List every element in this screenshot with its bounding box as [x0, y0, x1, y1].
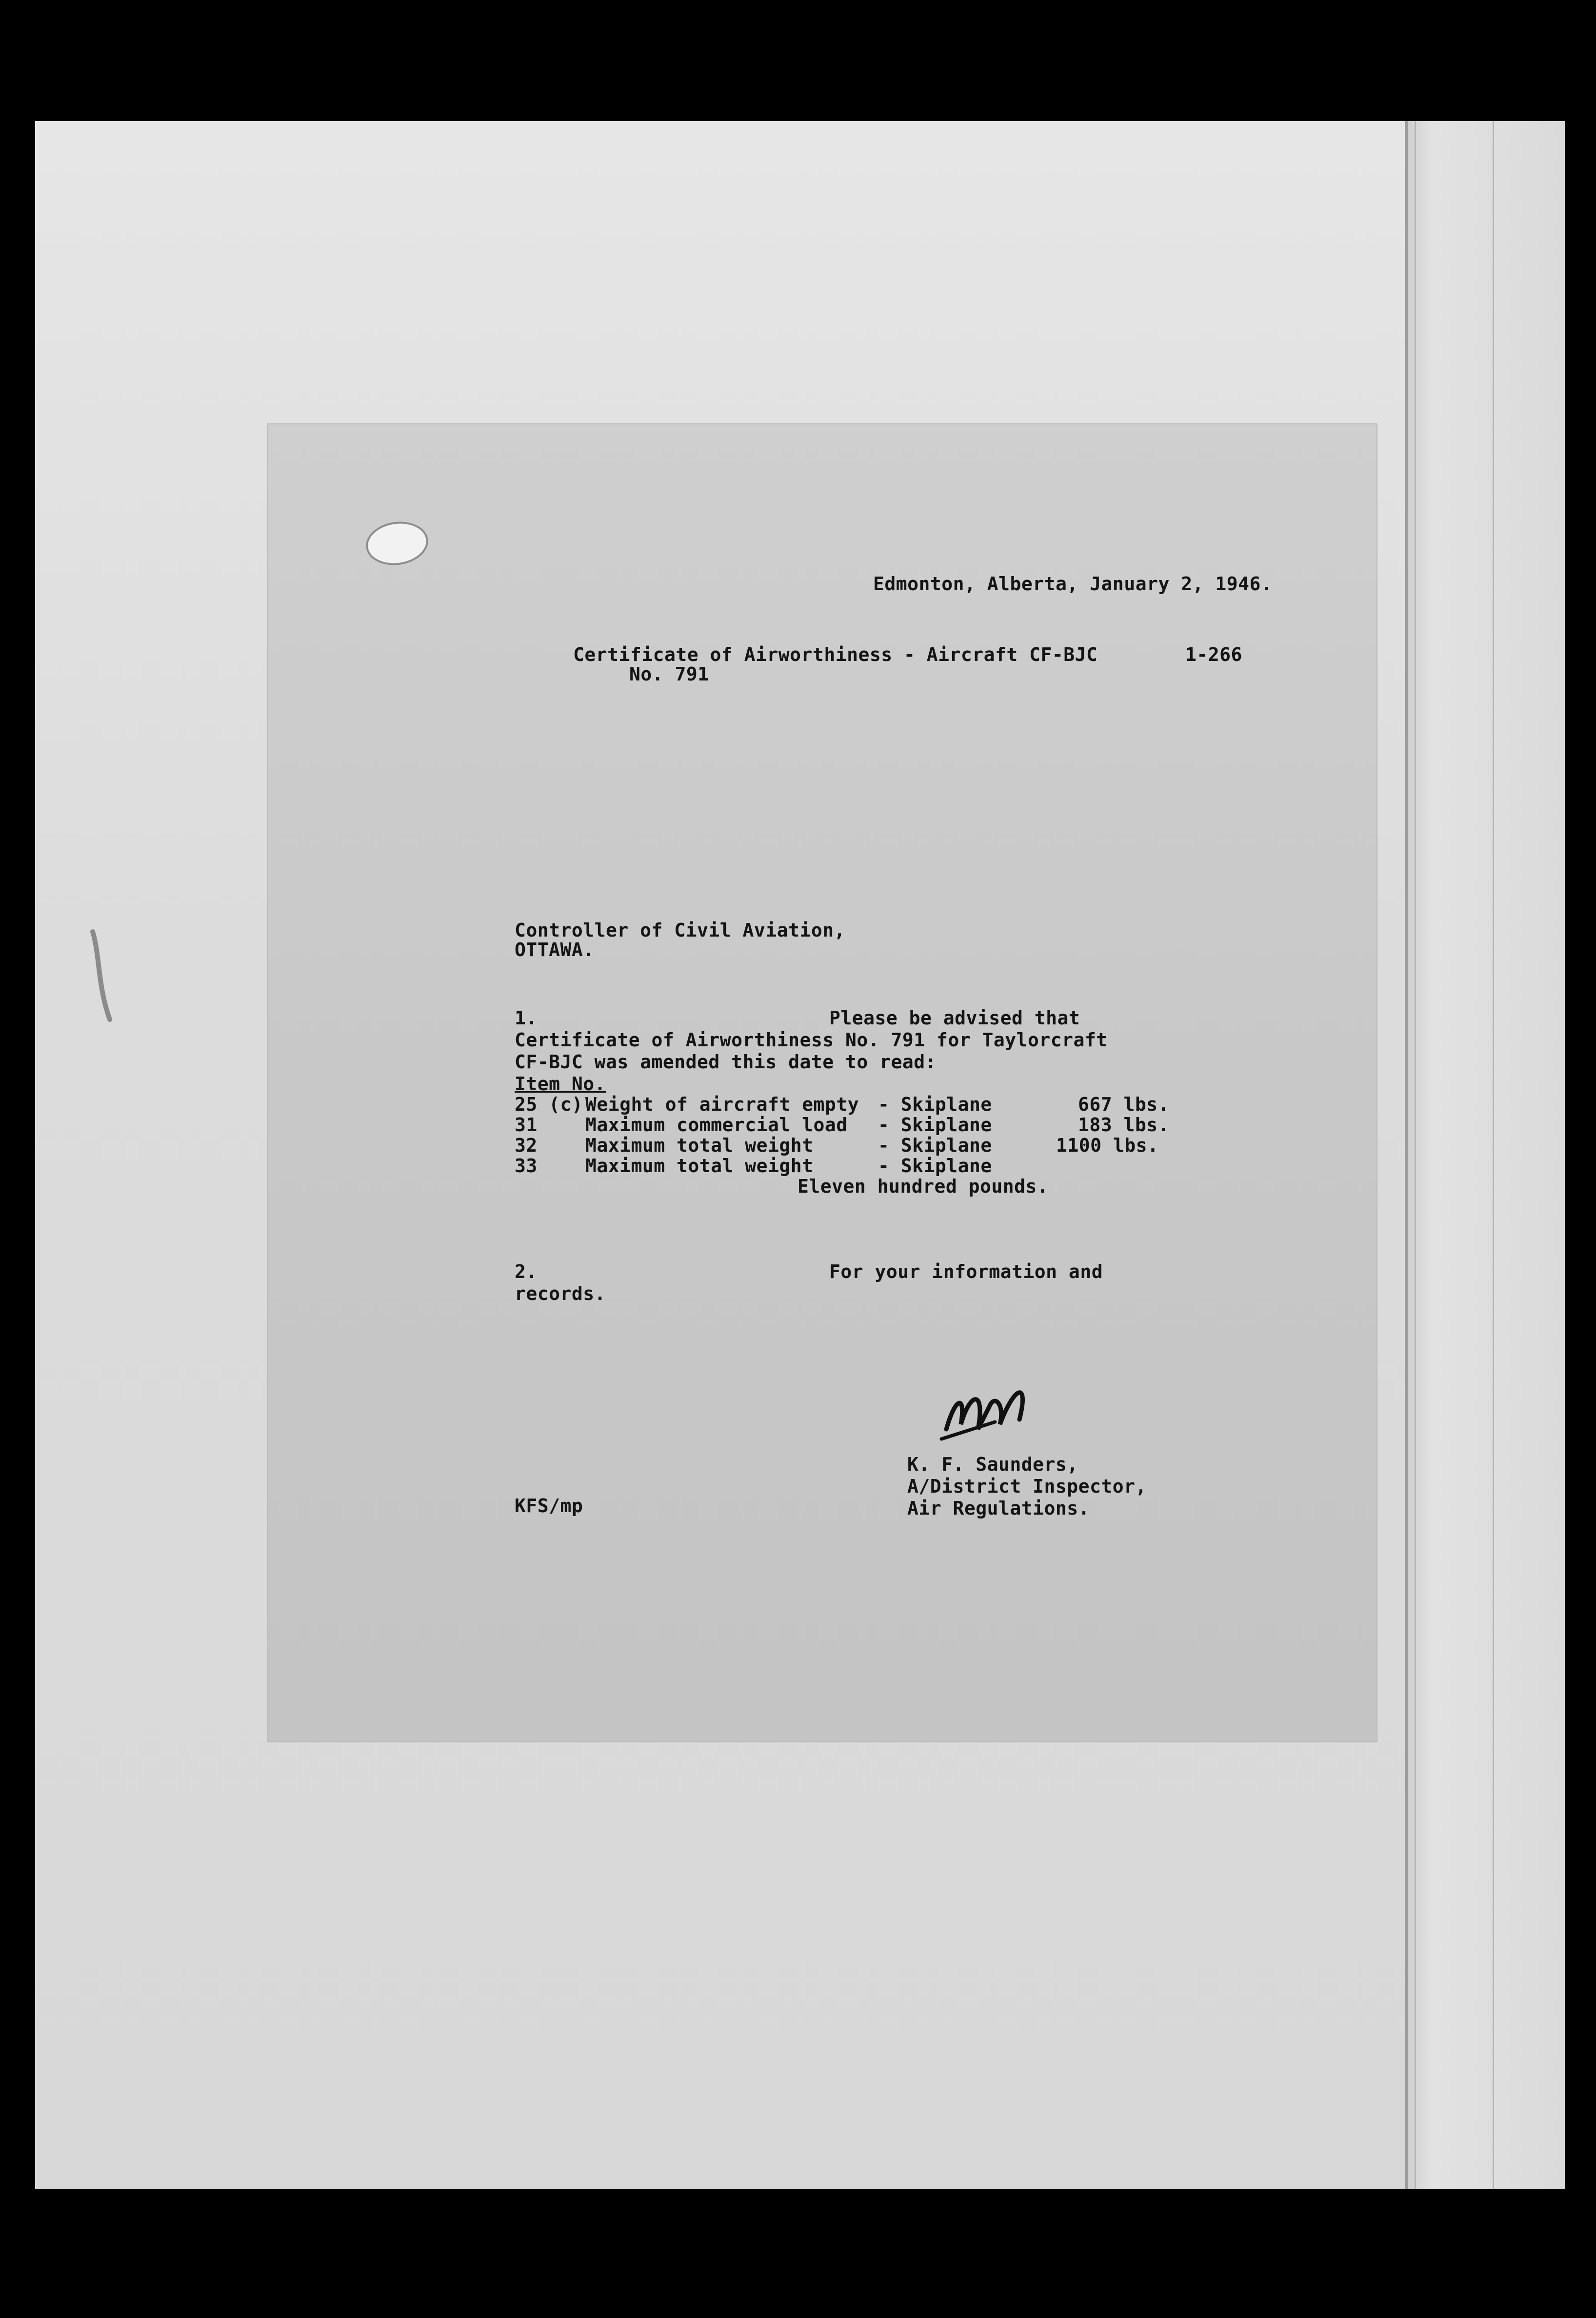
strip-line: [1493, 121, 1494, 2189]
letter-page: [268, 424, 1377, 1741]
signatory-title: Air Regulations.: [907, 1498, 1090, 1519]
item-type: - Skiplane: [878, 1135, 992, 1156]
items-header: Item No.: [515, 1073, 606, 1095]
item-description: Weight of aircraft empty: [585, 1094, 859, 1115]
addressee-line: Controller of Civil Aviation,: [515, 919, 845, 941]
film-margin-strip: [1405, 121, 1565, 2189]
signatory-title: A/District Inspector,: [907, 1476, 1147, 1497]
paragraph-text: Please be advised that: [829, 1007, 1080, 1029]
item-number: 33: [515, 1155, 538, 1177]
item-type: - Skiplane: [878, 1155, 992, 1177]
item-description: Maximum total weight: [585, 1155, 814, 1177]
item-value: 1100 lbs.: [1056, 1135, 1159, 1156]
subject-line: Certificate of Airworthiness - Aircraft CF-BJC: [573, 644, 1098, 665]
item-description: Maximum commercial load: [585, 1114, 848, 1136]
punch-hole: [363, 518, 431, 569]
paragraph-text: Certificate of Airworthiness No. 791 for Taylorcraft: [515, 1029, 1108, 1051]
item-value: 667 lbs.: [1078, 1094, 1170, 1115]
item-type: - Skiplane: [878, 1114, 992, 1136]
paragraph-text: records.: [515, 1283, 606, 1304]
reference-initials: KFS/mp: [515, 1495, 583, 1517]
date-line: Edmonton, Alberta, January 2, 1946.: [873, 573, 1273, 595]
paragraph-text: CF-BJC was amended this date to read:: [515, 1051, 937, 1073]
subject-line-2: No. 791: [629, 663, 709, 685]
item-number: 32: [515, 1135, 538, 1156]
addressee-line: OTTAWA.: [515, 939, 595, 960]
item-description: Maximum total weight: [585, 1135, 814, 1156]
paragraph-number: 1.: [515, 1007, 538, 1029]
item-value: 183 lbs.: [1078, 1114, 1170, 1136]
items-note: Eleven hundred pounds.: [798, 1176, 1049, 1197]
item-number: 31: [515, 1114, 538, 1136]
file-number: 1-266: [1185, 644, 1242, 665]
item-type: - Skiplane: [878, 1094, 992, 1115]
item-number: 25 (c): [515, 1094, 583, 1115]
smudge-mark: [88, 927, 117, 1024]
handwritten-signature: [932, 1376, 1049, 1449]
paragraph-text: For your information and: [829, 1261, 1103, 1282]
signatory-name: K. F. Saunders,: [907, 1454, 1078, 1475]
strip-line: [1415, 121, 1416, 2189]
paragraph-number: 2.: [515, 1261, 538, 1282]
